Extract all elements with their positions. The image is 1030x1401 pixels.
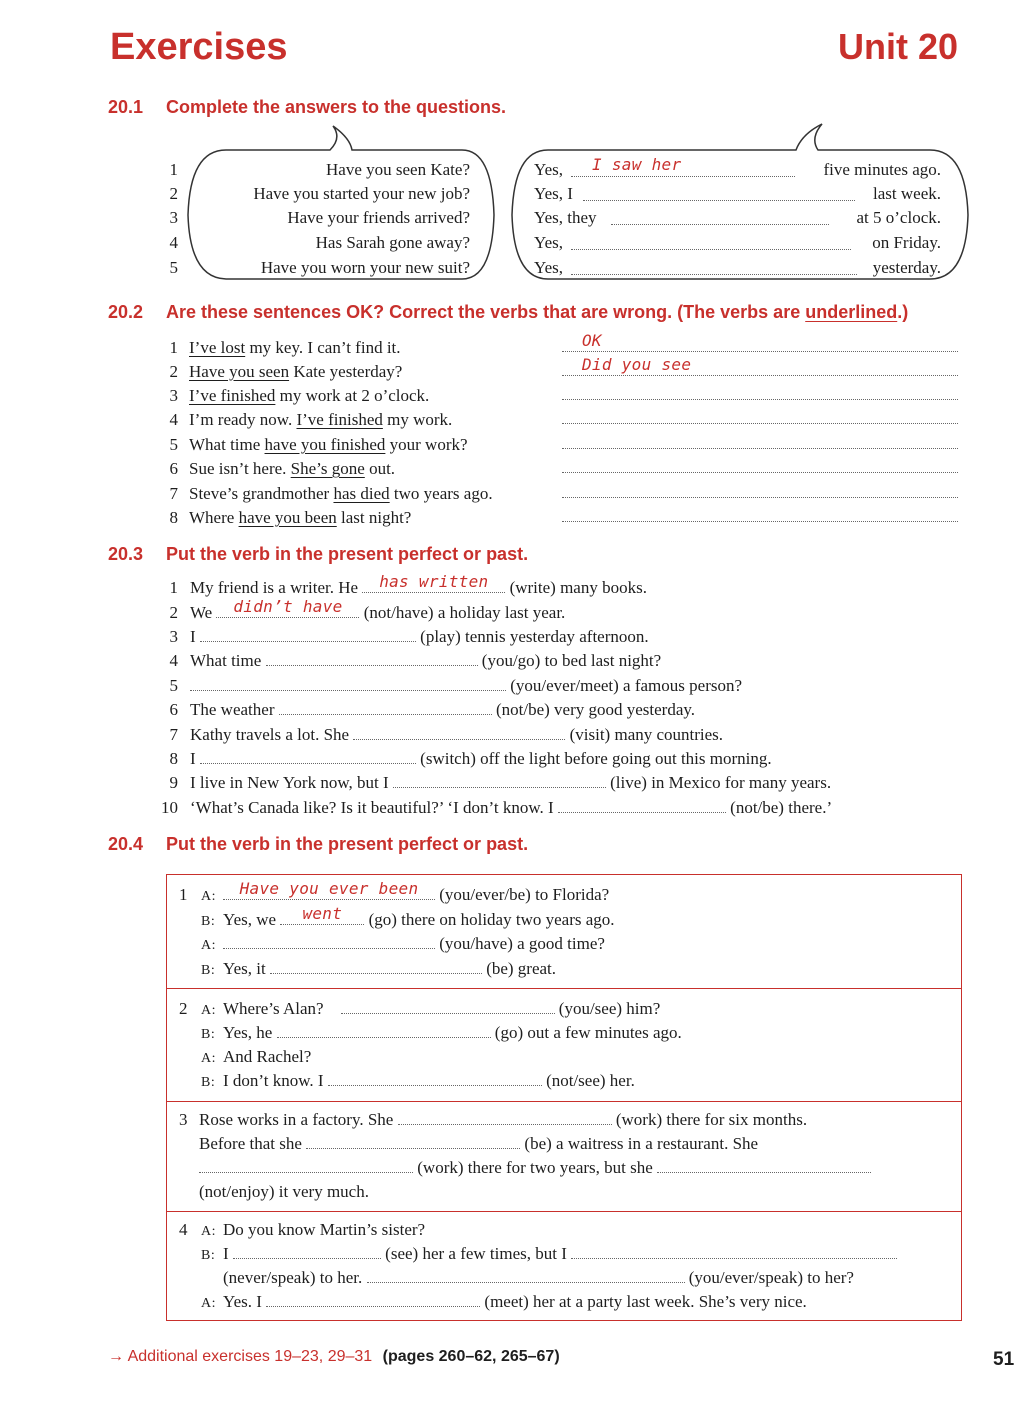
dialogue-line (201, 1220, 425, 1240)
handwritten-answer: went (302, 904, 343, 923)
dialogue-2 (167, 988, 961, 1101)
page-title: Exercises (110, 26, 288, 68)
sentence (189, 508, 411, 528)
item-number: 8 (169, 508, 178, 527)
exercise-20-4-heading (108, 834, 528, 855)
question: Have you seen Kate? (326, 160, 470, 179)
dialogue-line (223, 1268, 854, 1288)
exercise-number: 20.1 (108, 97, 144, 117)
sentence-text: Sue isn’t here. (189, 459, 291, 478)
correction-blank[interactable] (562, 497, 958, 498)
dialogue-line (201, 879, 610, 905)
question-number: 1 (169, 160, 178, 179)
sentence (190, 651, 661, 671)
speaker-label: B: (201, 1248, 216, 1263)
dialogue-box (166, 874, 962, 1321)
page-number: 51 (993, 1349, 1015, 1370)
dialogue-text: Yes. I (223, 1292, 262, 1311)
sentence-text: (visit) many countries. (569, 725, 724, 744)
sentence (190, 798, 832, 818)
exercise-number: 20.2 (108, 302, 144, 322)
sentence (190, 773, 831, 793)
sentence-text: two years ago. (389, 484, 493, 503)
speaker-label: B: (201, 963, 216, 978)
sentence-text: my work at 2 o’clock. (275, 386, 430, 405)
sentence-text: (play) tennis yesterday afternoon. (420, 627, 649, 646)
verb-blank[interactable] (233, 1244, 381, 1259)
dialogue-text: (be) great. (486, 959, 557, 978)
dialogue-line (201, 904, 615, 930)
unit-label: Unit 20 (838, 26, 959, 67)
paragraph-line (199, 1110, 807, 1130)
additional-exercises-link[interactable]: Additional exercises 19–23, 29–31 (127, 1348, 373, 1365)
item-number: 1 (169, 338, 178, 357)
answer-start: Yes, (534, 233, 563, 252)
dialogue-line (201, 1023, 682, 1043)
answer-blank[interactable] (611, 224, 829, 225)
paragraph-line (199, 1134, 758, 1154)
speaker-label: B: (201, 914, 216, 929)
item-number: 2 (169, 362, 178, 381)
dialogue-text: (go) out a few minutes ago. (494, 1023, 682, 1042)
arrow-icon: → (108, 1348, 124, 1365)
sentence-text: (you/ever/meet) a famous person? (510, 676, 743, 695)
paragraph-line (199, 1158, 871, 1178)
exercise-20-3-heading (108, 544, 528, 565)
item-number: 7 (169, 484, 178, 503)
answer-blank[interactable] (571, 249, 851, 250)
sentence-text: I live in New York now, but I (190, 773, 389, 792)
sentence (189, 386, 429, 406)
handwritten-answer: OK (582, 331, 602, 350)
verb-blank[interactable] (266, 651, 478, 666)
answer-end: last week. (873, 184, 941, 203)
correction-blank[interactable] (562, 448, 958, 449)
sentence-text: (not/be) there.’ (730, 798, 833, 817)
item-number: 4 (169, 410, 178, 429)
item-number: 8 (169, 749, 178, 768)
verb-blank[interactable] (277, 1023, 491, 1038)
dialogue-text: (not/see) her. (546, 1071, 635, 1090)
dialogue-text: Yes, we (223, 910, 277, 929)
dialogue-line (201, 1071, 635, 1091)
verb-blank[interactable] (280, 904, 364, 925)
dialogue-text: (go) there on holiday two years ago. (368, 910, 615, 929)
answer-blank[interactable] (571, 176, 795, 177)
answer-start: Yes, they (534, 208, 597, 227)
item-number: 7 (169, 725, 178, 744)
sentence (189, 362, 402, 382)
underlined-verb: have you finished (264, 435, 386, 454)
verb-blank[interactable] (223, 934, 435, 949)
underlined-verb: I’ve lost (189, 338, 246, 357)
paragraph-text: (be) a waitress in a restaurant. She (524, 1134, 759, 1153)
item-number: 1 (169, 578, 178, 597)
sentence-text: (switch) off the light before going out this morning. (420, 749, 772, 768)
verb-blank[interactable] (190, 676, 506, 691)
paragraph-text: (not/enjoy) it very much. (199, 1182, 369, 1201)
sentence-text: We (190, 603, 213, 622)
answer-blank[interactable] (583, 200, 855, 201)
item-number: 2 (169, 603, 178, 622)
underlined-verb: Have you seen (189, 362, 290, 381)
sentence (189, 410, 452, 430)
answer-end: at 5 o’clock. (856, 208, 941, 227)
speaker-label: A: (201, 1296, 216, 1311)
question: Have you started your new job? (253, 184, 470, 203)
exercise-instruction: Put the verb in the present perfect or past. (166, 834, 529, 854)
dialogue-text: (see) her a few times, but I (385, 1244, 567, 1263)
correction-blank[interactable] (562, 375, 958, 376)
verb-blank[interactable] (270, 959, 482, 974)
verb-blank[interactable] (199, 1158, 413, 1173)
sentence-text: Steve’s grandmother (189, 484, 334, 503)
item-number: 3 (169, 627, 178, 646)
sentence-text: your work? (385, 435, 468, 454)
dialogue-line (201, 1047, 311, 1067)
exercise-number: 20.4 (108, 834, 144, 854)
speaker-label: A: (201, 889, 216, 904)
verb-blank[interactable] (306, 1134, 520, 1149)
sentence (190, 749, 772, 769)
sentence-text: (live) in Mexico for many years. (610, 773, 832, 792)
verb-blank[interactable] (657, 1158, 871, 1173)
dialogue-text: (you/ever/speak) to her? (688, 1268, 854, 1287)
question: Have you worn your new suit? (260, 258, 470, 277)
dialogue-line (201, 999, 660, 1019)
verb-blank[interactable] (353, 725, 565, 740)
sentence-text: my key. I can’t find it. (245, 338, 401, 357)
question: Have your friends arrived? (287, 208, 470, 227)
speech-bubbles (0, 0, 1030, 300)
exercise-instruction: Put the verb in the present perfect or past. (166, 544, 529, 564)
verb-blank[interactable] (571, 1244, 897, 1259)
handwritten-answer: has written (379, 572, 489, 591)
item-number: 6 (169, 459, 178, 478)
answer-end: yesterday. (872, 258, 941, 277)
item-number: 3 (169, 386, 178, 405)
answer-end: five minutes ago. (823, 160, 941, 179)
sentence-text: I (190, 749, 196, 768)
sentence-text: out. (364, 459, 396, 478)
sentence-text: The weather (190, 700, 275, 719)
speaker-label: A: (201, 1051, 216, 1066)
paragraph-line (199, 1182, 369, 1202)
verb-blank[interactable] (398, 1110, 612, 1125)
exercise-instruction-underlined: underlined (805, 302, 898, 322)
sentence-text: ‘What’s Canada like? Is it beautiful?’ ‘I don’t know. I (190, 798, 554, 817)
dialogue-text: I (223, 1244, 229, 1263)
exercise-instruction-end: .) (897, 302, 909, 322)
dialogue-4 (167, 1211, 961, 1320)
dialogue-line (201, 959, 556, 979)
sentence-text: I (190, 627, 196, 646)
dialogue-text: And Rachel? (223, 1047, 312, 1066)
verb-blank[interactable] (328, 1071, 542, 1086)
verb-blank[interactable] (367, 1268, 685, 1283)
sentence-text: Kathy travels a lot. She (190, 725, 350, 744)
dialogue-text: Do you know Martin’s sister? (223, 1220, 426, 1239)
dialogue-line (201, 1292, 807, 1312)
verb-blank[interactable] (266, 1292, 480, 1307)
sentence (190, 725, 723, 745)
handwritten-answer: I saw her (592, 155, 682, 174)
dialogue-text: (you/see) him? (558, 999, 661, 1018)
question-number: 3 (169, 208, 178, 227)
sentence-text: Where (189, 508, 239, 527)
verb-blank[interactable] (362, 572, 505, 593)
sentence (190, 627, 649, 647)
item-number: 4 (169, 651, 178, 670)
paragraph-text: Rose works in a factory. She (199, 1110, 394, 1129)
underlined-verb: have you been (238, 508, 337, 527)
dialogue-text: Yes, he (223, 1023, 273, 1042)
sentence (189, 484, 493, 504)
sentence-text: my work. (382, 410, 453, 429)
item-number: 5 (169, 676, 178, 695)
sentence-text: (not/have) a holiday last year. (363, 603, 566, 622)
sentence-text: (write) many books. (509, 578, 647, 597)
paragraph-text: (work) there for two years, but she (417, 1158, 653, 1177)
paragraph-text: (work) there for six months. (615, 1110, 808, 1129)
handwritten-answer: Have you ever been (239, 879, 419, 898)
verb-blank[interactable] (393, 773, 606, 788)
answer-start: Yes, (534, 160, 563, 179)
dialogue-text: I don’t know. I (223, 1071, 324, 1090)
correction-blank[interactable] (562, 472, 958, 473)
exercise-20-2-heading (108, 302, 908, 323)
dialogue-text: (you/ever/be) to Florida? (439, 885, 610, 904)
handwritten-answer: Did you see (582, 355, 692, 374)
verb-blank[interactable] (216, 597, 359, 618)
question-number: 4 (169, 233, 178, 252)
speaker-label: A: (201, 1224, 216, 1239)
sentence (190, 700, 695, 720)
verb-blank[interactable] (223, 879, 435, 900)
answer-start: Yes, I (534, 184, 573, 203)
verb-blank[interactable] (558, 798, 726, 813)
speaker-label: B: (201, 1027, 216, 1042)
verb-blank[interactable] (279, 700, 492, 715)
speaker-label: A: (201, 938, 216, 953)
sentence-text: What time (190, 651, 262, 670)
question: Has Sarah gone away? (315, 233, 470, 252)
dialogue-text: (you/have) a good time? (439, 934, 605, 953)
speaker-label: B: (201, 1075, 216, 1090)
question-number: 5 (169, 258, 178, 277)
answer-blank[interactable] (571, 274, 857, 275)
paragraph-text: Before that she (199, 1134, 302, 1153)
sentence-text: What time (189, 435, 265, 454)
footer-reference (108, 1348, 560, 1366)
sentence-text: (you/go) to bed last night? (481, 651, 662, 670)
dialogue-line (201, 1244, 897, 1264)
sentence-text: last night? (336, 508, 412, 527)
paragraph-3 (167, 1101, 961, 1211)
underlined-verb: She’s gone (290, 459, 365, 478)
dialogue-text: Yes, it (223, 959, 266, 978)
item-number: 3 (179, 1110, 188, 1129)
verb-blank[interactable] (200, 627, 416, 642)
dialogue-text: (meet) her at a party last week. She’s very nice. (484, 1292, 807, 1311)
sentence-text: My friend is a writer. He (190, 578, 359, 597)
underlined-verb: I’ve finished (189, 386, 276, 405)
sentence-text: I’m ready now. (189, 410, 297, 429)
sentence (189, 435, 468, 455)
question-number: 2 (169, 184, 178, 203)
sentence (189, 338, 401, 358)
dialogue-number: 1 (179, 885, 188, 904)
correction-blank[interactable] (562, 351, 958, 352)
verb-blank[interactable] (200, 749, 416, 764)
item-number: 10 (161, 798, 178, 817)
sentence (190, 597, 566, 623)
dialogue-1 (167, 875, 961, 988)
correction-blank[interactable] (562, 521, 958, 522)
speaker-label: A: (201, 1003, 216, 1018)
underlined-verb: has died (333, 484, 390, 503)
correction-blank[interactable] (562, 399, 958, 400)
sentence (190, 572, 647, 598)
exercise-instruction: Complete the answers to the questions. (166, 97, 507, 117)
item-number: 9 (169, 773, 178, 792)
pages-reference: (pages 260–62, 265–67) (382, 1348, 560, 1365)
sentence-text: Kate yesterday? (289, 362, 403, 381)
answer-end: on Friday. (872, 233, 941, 252)
dialogue-number: 4 (179, 1220, 188, 1239)
exercise-instruction: Are these sentences OK? Correct the verbs that are wrong. (The verbs are (166, 302, 806, 322)
handwritten-answer: didn’t have (233, 597, 343, 616)
sentence (189, 459, 395, 479)
dialogue-number: 2 (179, 999, 188, 1018)
sentence-text: (not/be) very good yesterday. (495, 700, 696, 719)
dialogue-text: Where’s Alan? (223, 999, 324, 1018)
verb-blank[interactable] (341, 999, 555, 1014)
correction-blank[interactable] (562, 423, 958, 424)
dialogue-line (201, 934, 605, 954)
underlined-verb: I’ve finished (296, 410, 383, 429)
exercise-number: 20.3 (108, 544, 144, 564)
answer-start: Yes, (534, 258, 563, 277)
dialogue-text: (never/speak) to her. (223, 1268, 363, 1287)
sentence (190, 676, 742, 696)
item-number: 6 (169, 700, 178, 719)
item-number: 5 (169, 435, 178, 454)
